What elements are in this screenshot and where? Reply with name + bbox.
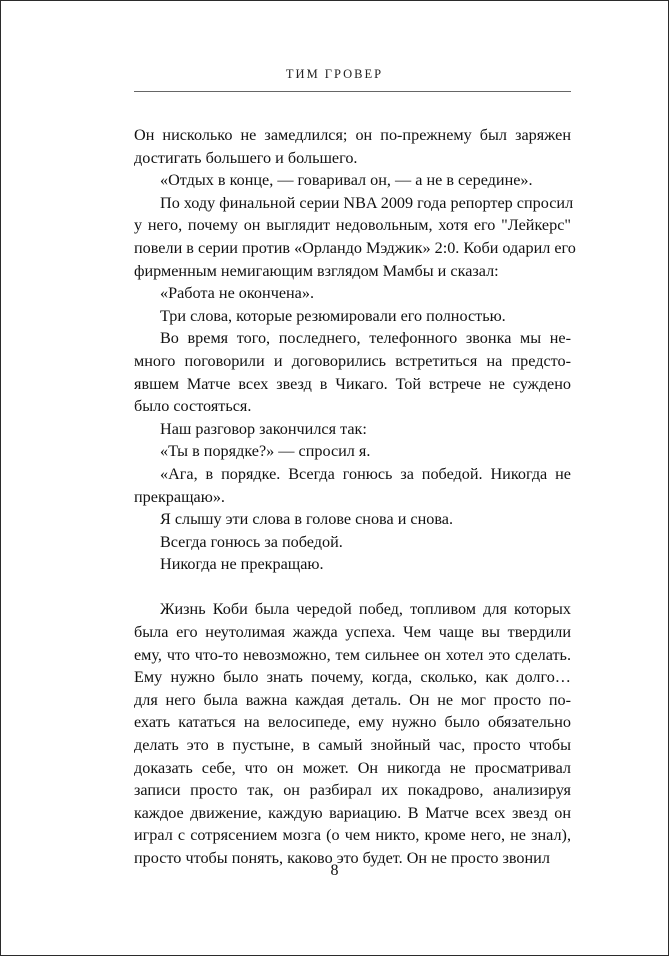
- paragraph: [134, 418, 571, 441]
- text-line: «Работа не окончена».: [160, 284, 315, 303]
- running-header: ТИМ ГРОВЕР: [285, 67, 384, 81]
- text-line: Наш разговор закончился так:: [160, 419, 367, 438]
- text-line: Никогда не прекращаю.: [160, 555, 324, 574]
- body-text: [134, 124, 576, 870]
- text-line: прекращаю».: [134, 487, 225, 506]
- text-line: повели в серии против «Орландо Мэджик» 2:0. Коби одарил его: [134, 238, 576, 257]
- text-line: достигать большего и большего.: [134, 148, 358, 167]
- paragraph: [134, 327, 571, 417]
- text-block-1: [134, 124, 576, 576]
- text-line: много поговорили и договорились встретиться на предсто-: [134, 351, 571, 370]
- paragraph: [134, 192, 576, 282]
- paragraph: [134, 531, 571, 554]
- text-line: ехать кататься на велосипеде, ему нужно было обязательно: [134, 713, 571, 732]
- section-break: [134, 576, 571, 599]
- paragraph: [134, 508, 571, 531]
- text-line: Он нисколько не замедлился; он по-прежнему был заряжен: [134, 126, 571, 144]
- text-line: Всегда гонюсь за победой.: [160, 532, 343, 551]
- text-line: у него, почему он выглядит недовольным, хотя его "Лейкерс": [134, 216, 571, 235]
- text-line: Три слова, которые резюмировали его полностью.: [160, 306, 506, 325]
- text-line: играл с сотрясением мозга (о чем никто, кроме него, не знал),: [134, 826, 571, 845]
- text-line: Во время того, последнего, телефонного звонка мы не-: [160, 329, 571, 348]
- text-line: было состояться.: [134, 397, 252, 416]
- text-line: каждое движение, каждую вариацию. В Матче всех звезд он: [134, 803, 571, 822]
- text-line: «Ты в порядке?» — спросил я.: [160, 442, 371, 461]
- text-line: «Отдых в конце, — говаривал он, — а не в середине».: [160, 171, 533, 190]
- text-line: была его неутолимая жажда успеха. Чем чаще вы твердили: [134, 623, 571, 642]
- text-line: Ему нужно было знать почему, когда, сколько, как долго…: [134, 668, 571, 687]
- text-line: для него была важна каждая деталь. Он не мог просто по-: [134, 690, 571, 709]
- text-line: По ходу финальной серии NBA 2009 года репортер спросил: [160, 193, 574, 212]
- text-line: делать это в пустыне, в самый знойный час, просто чтобы: [134, 736, 571, 755]
- paragraph: [134, 305, 571, 328]
- paragraph: [134, 124, 571, 169]
- page-number: 8: [330, 862, 339, 879]
- paragraph: [134, 282, 571, 305]
- text-line: «Ага, в порядке. Всегда гонюсь за победой. Никогда не: [160, 464, 571, 483]
- text-line: ему, что что-то невозможно, тем сильнее он хотел это сделать.: [134, 645, 571, 664]
- paragraph: [134, 463, 571, 508]
- text-line: явшем Матче всех звезд в Чикаго. Той встрече не суждено: [134, 374, 571, 393]
- text-line: Я слышу эти слова в голове снова и снова.: [160, 510, 454, 529]
- paragraph: [134, 553, 571, 576]
- header-rule: [134, 91, 571, 92]
- text-line: записи просто так, он разбирал их покадрово, анализируя: [134, 781, 571, 800]
- text-line: просто чтобы понять, каково это будет. Он не просто звонил: [134, 849, 550, 867]
- paragraph: [134, 598, 571, 869]
- paragraph: [134, 440, 571, 463]
- text-line: фирменным немигающим взглядом Мамбы и сказал:: [134, 261, 499, 280]
- text-line: Жизнь Коби была чередой побед, топливом для которых: [160, 600, 571, 619]
- text-line: доказать себе, что он может. Он никогда не просматривал: [134, 758, 571, 777]
- text-block-2: [134, 598, 571, 869]
- paragraph: [134, 169, 571, 192]
